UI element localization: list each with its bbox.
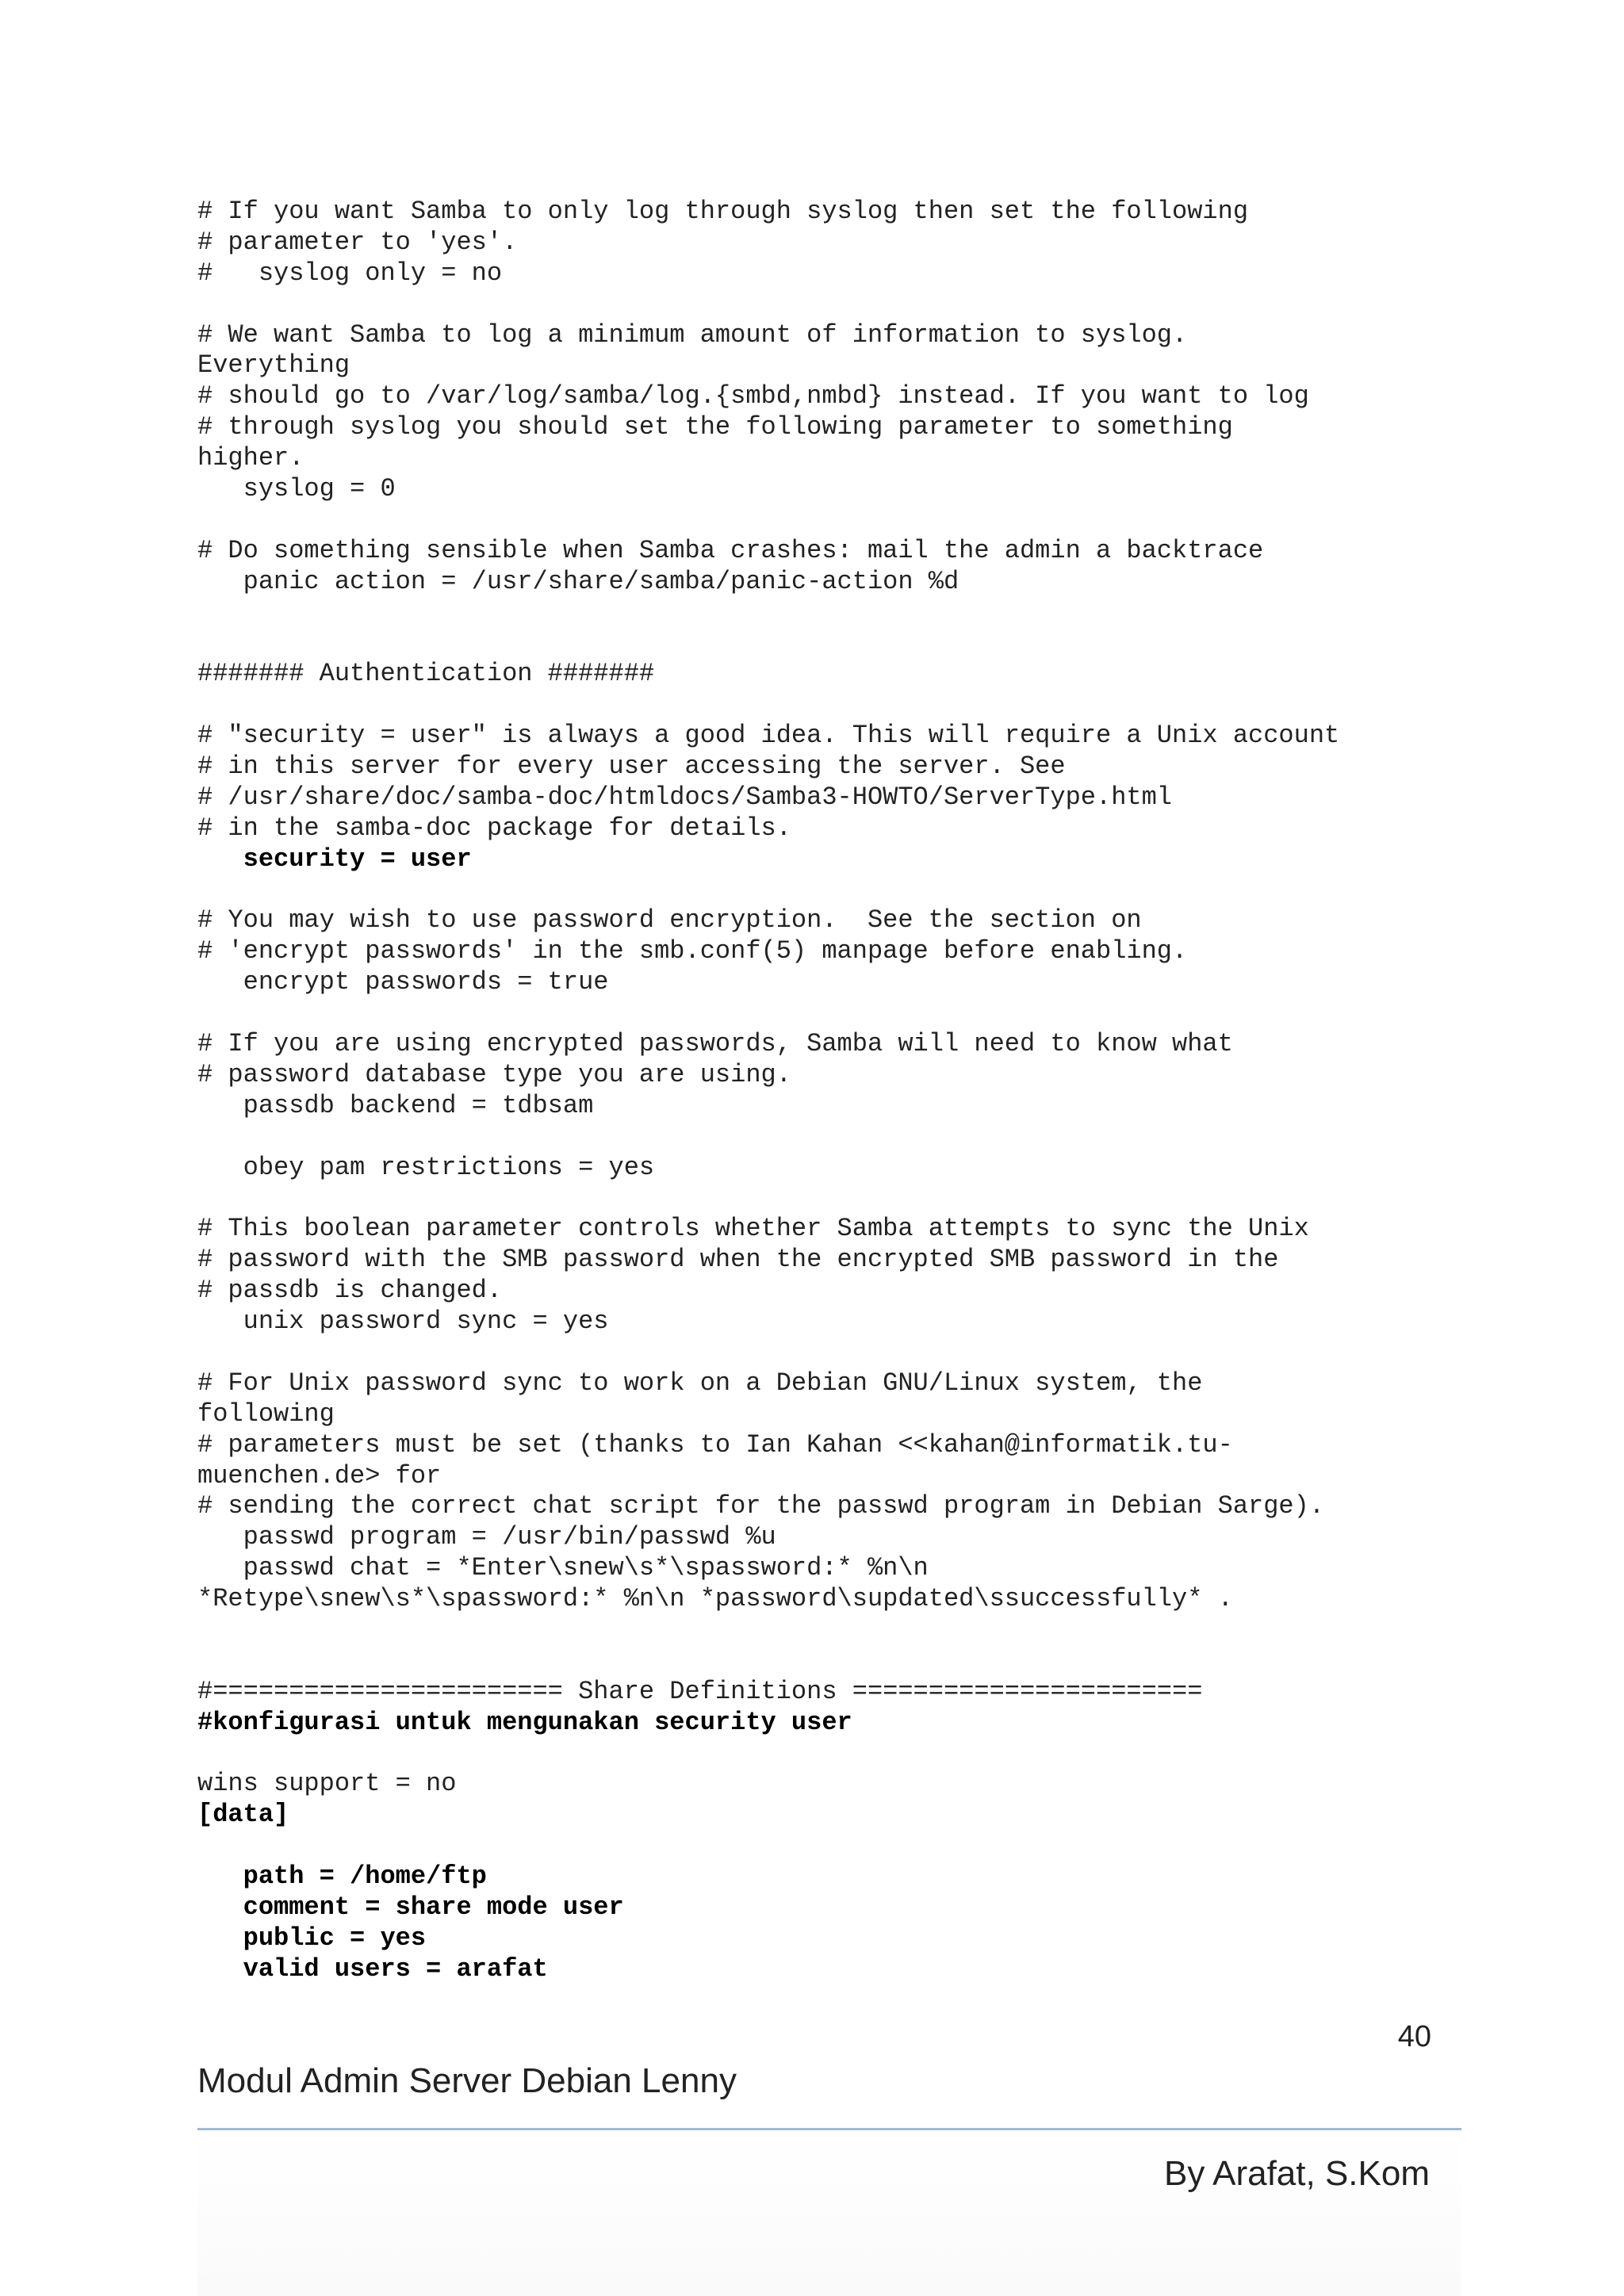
- code-line: passwd program = /usr/bin/passwd %u: [197, 1522, 776, 1552]
- code-line: # sending the correct chat script for the passwd program in Debian Sarge).: [197, 1491, 1325, 1521]
- code-line: #======================= Share Definitions =======================: [197, 1676, 1203, 1706]
- code-line: comment = share mode user: [197, 1892, 624, 1922]
- code-line: encrypt passwords = true: [197, 967, 609, 997]
- code-line: [197, 875, 1466, 906]
- code-line: # If you want Samba to only log through syslog then set the following: [197, 197, 1249, 226]
- code-line: public = yes: [197, 1923, 427, 1953]
- code-line: [197, 598, 1466, 629]
- code-line: # We want Samba to log a minimum amount of information to syslog.: [197, 320, 1188, 350]
- code-line: # This boolean parameter controls whether Samba attempts to sync the Unix: [197, 1214, 1309, 1244]
- code-line: [197, 1122, 1466, 1153]
- footer-divider: [197, 2128, 1461, 2130]
- code-line: [197, 1337, 1466, 1368]
- page-number: 40: [1397, 2020, 1431, 2053]
- code-line: #konfigurasi untuk mengunakan security user: [197, 1707, 852, 1737]
- config-listing: [197, 197, 1466, 1985]
- code-line: [197, 998, 1466, 1029]
- code-line: obey pam restrictions = yes: [197, 1152, 655, 1182]
- code-line: # password database type you are using.: [197, 1059, 791, 1089]
- footer-title: Modul Admin Server Debian Lenny: [197, 2061, 737, 2100]
- code-line: [197, 628, 1466, 659]
- code-line: panic action = /usr/share/samba/panic-action %d: [197, 566, 959, 596]
- code-line: valid users = arafat: [197, 1954, 548, 1984]
- code-line: higher.: [197, 443, 304, 473]
- code-line: # parameters must be set (thanks to Ian Kahan <<kahan@informatik.tu-: [197, 1429, 1233, 1460]
- code-line: # in the samba-doc package for details.: [197, 813, 791, 843]
- footer-author: By Arafat, S.Kom: [1163, 2154, 1430, 2193]
- code-line: security = user: [197, 844, 472, 874]
- code-line: syslog = 0: [197, 474, 396, 504]
- code-line: # password with the SMB password when the encrypted SMB password in the: [197, 1245, 1279, 1275]
- code-line: # You may wish to use password encryption. See the section on: [197, 905, 1142, 936]
- code-line: [197, 690, 1466, 721]
- code-line: [197, 1184, 1466, 1215]
- code-line: Everything: [197, 350, 350, 381]
- code-line: *Retype\snew\s*\spassword:* %n\n *password\supdated\ssuccessfully* .: [197, 1584, 1233, 1614]
- code-line: ####### Authentication #######: [197, 659, 655, 689]
- code-line: [197, 1646, 1466, 1677]
- code-line: # through syslog you should set the following parameter to something: [197, 412, 1233, 442]
- code-line: # in this server for every user accessing the server. See: [197, 752, 1066, 782]
- code-line: passwd chat = *Enter\snew\s*\spassword:* %n\n: [197, 1553, 929, 1583]
- code-line: following: [197, 1399, 335, 1429]
- code-line: # "security = user" is always a good idea. This will require a Unix account: [197, 721, 1340, 751]
- code-line: # Do something sensible when Samba crashes: mail the admin a backtrace: [197, 535, 1264, 565]
- code-line: # If you are using encrypted passwords, Samba will need to know what: [197, 1029, 1233, 1059]
- code-line: # For Unix password sync to work on a Debian GNU/Linux system, the: [197, 1368, 1203, 1398]
- code-line: [197, 505, 1466, 536]
- code-line: [197, 1831, 1466, 1862]
- code-line: [197, 289, 1466, 320]
- code-line: # /usr/share/doc/samba-doc/htmldocs/Samba3-HOWTO/ServerType.html: [197, 782, 1172, 812]
- code-line: # passdb is changed.: [197, 1276, 503, 1306]
- code-line: [data]: [197, 1800, 289, 1830]
- code-line: [197, 1615, 1466, 1646]
- code-line: wins support = no: [197, 1769, 457, 1799]
- code-line: passdb backend = tdbsam: [197, 1090, 594, 1120]
- code-line: path = /home/ftp: [197, 1862, 487, 1892]
- code-line: # 'encrypt passwords' in the smb.conf(5) manpage before enabling.: [197, 936, 1188, 966]
- code-line: muenchen.de> for: [197, 1460, 442, 1490]
- code-line: # parameter to 'yes'.: [197, 227, 518, 257]
- code-line: unix password sync = yes: [197, 1307, 609, 1337]
- code-line: # syslog only = no: [197, 258, 503, 288]
- code-line: # should go to /var/log/samba/log.{smbd,nmbd} instead. If you want to log: [197, 381, 1309, 411]
- code-line: [197, 1739, 1466, 1770]
